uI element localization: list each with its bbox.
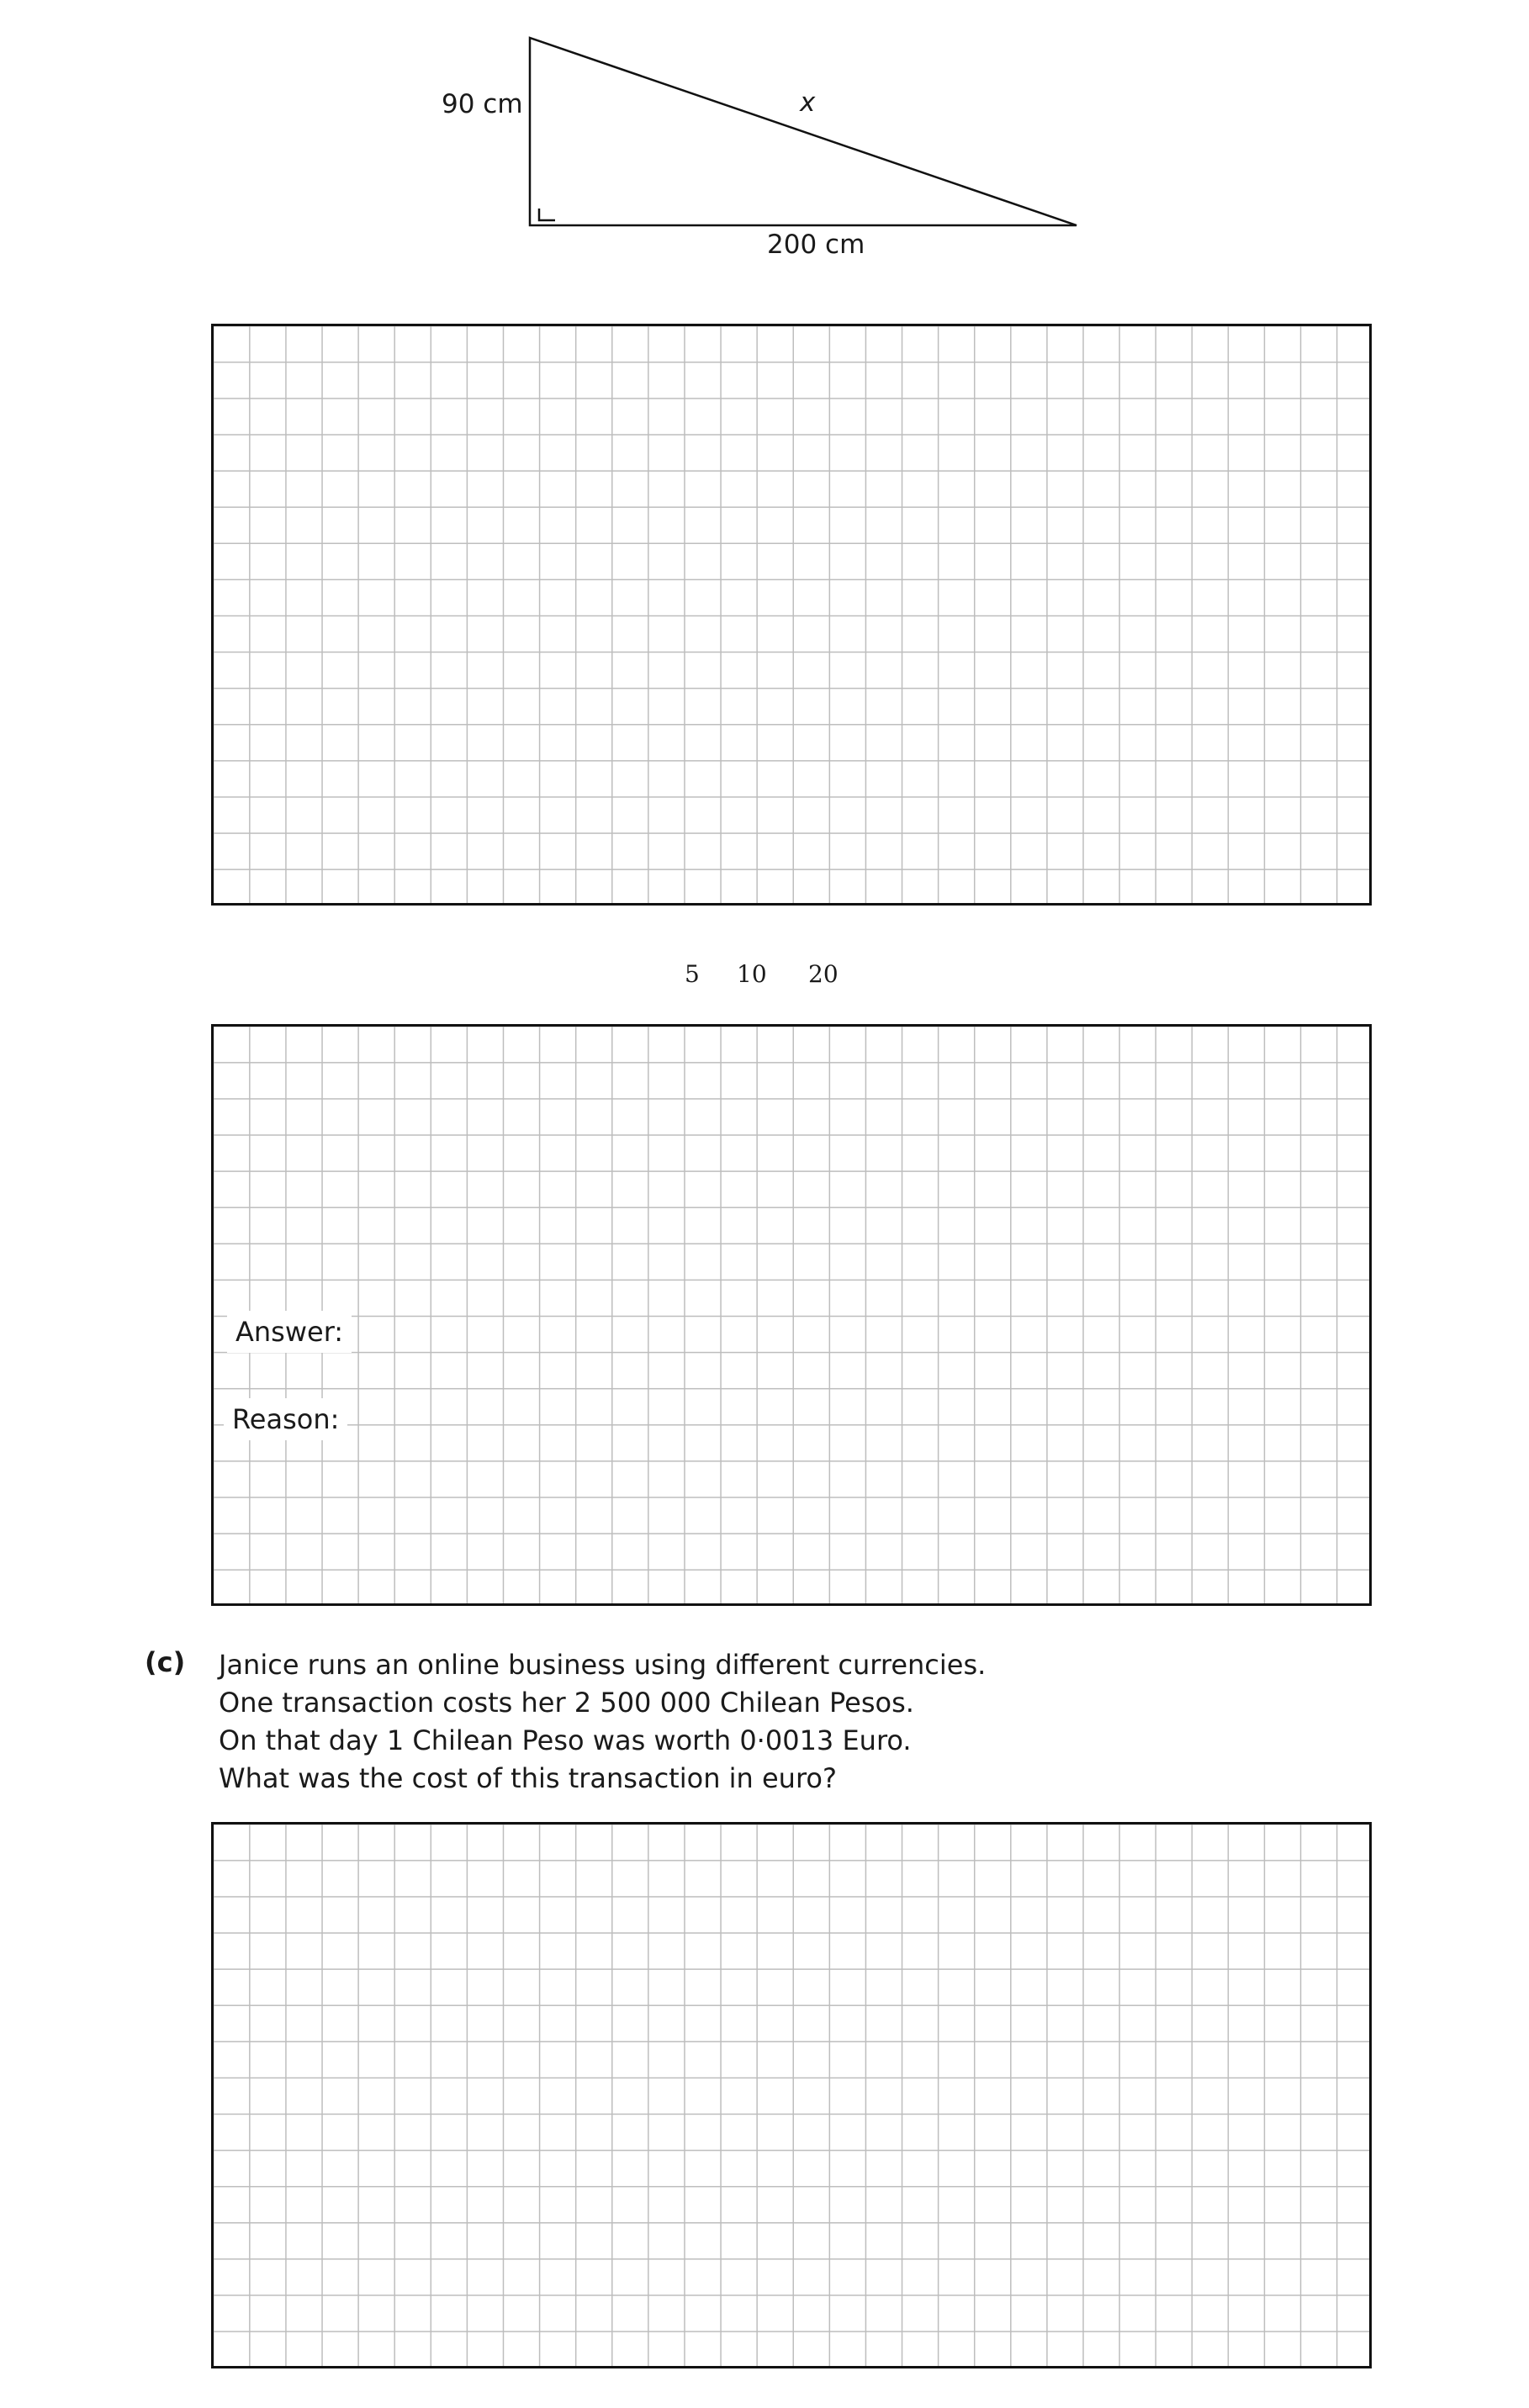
reason-label: Reason: — [224, 1398, 347, 1440]
answer-label: Answer: — [227, 1311, 352, 1353]
right-triangle-figure — [0, 0, 1529, 286]
question-line: Janice runs an online business using different currencies. — [219, 1649, 987, 1681]
triangle-diagram — [0, 0, 1529, 286]
hypotenuse-label: x — [800, 87, 816, 118]
triangle-outline — [530, 38, 1077, 225]
question-line: One transaction costs her 2 500 000 Chilean Pesos. — [219, 1687, 914, 1719]
value-item: 20 — [808, 960, 839, 988]
right-angle-marker — [539, 209, 555, 220]
work-box-1[interactable] — [211, 324, 1372, 906]
values-row — [0, 960, 1529, 994]
work-box-3[interactable] — [211, 1822, 1372, 2368]
value-item: 5 — [685, 960, 700, 988]
question-marker: (c) — [145, 1646, 186, 1678]
question-line: What was the cost of this transaction in euro? — [219, 1762, 837, 1794]
left-side-label: 90 cm — [442, 89, 523, 119]
base-label: 200 cm — [767, 230, 865, 260]
value-item: 10 — [737, 960, 767, 988]
work-box-2[interactable] — [211, 1024, 1372, 1606]
question-text — [219, 1646, 986, 1798]
question-line: On that day 1 Chilean Peso was worth 0·0013 Euro. — [219, 1724, 912, 1756]
